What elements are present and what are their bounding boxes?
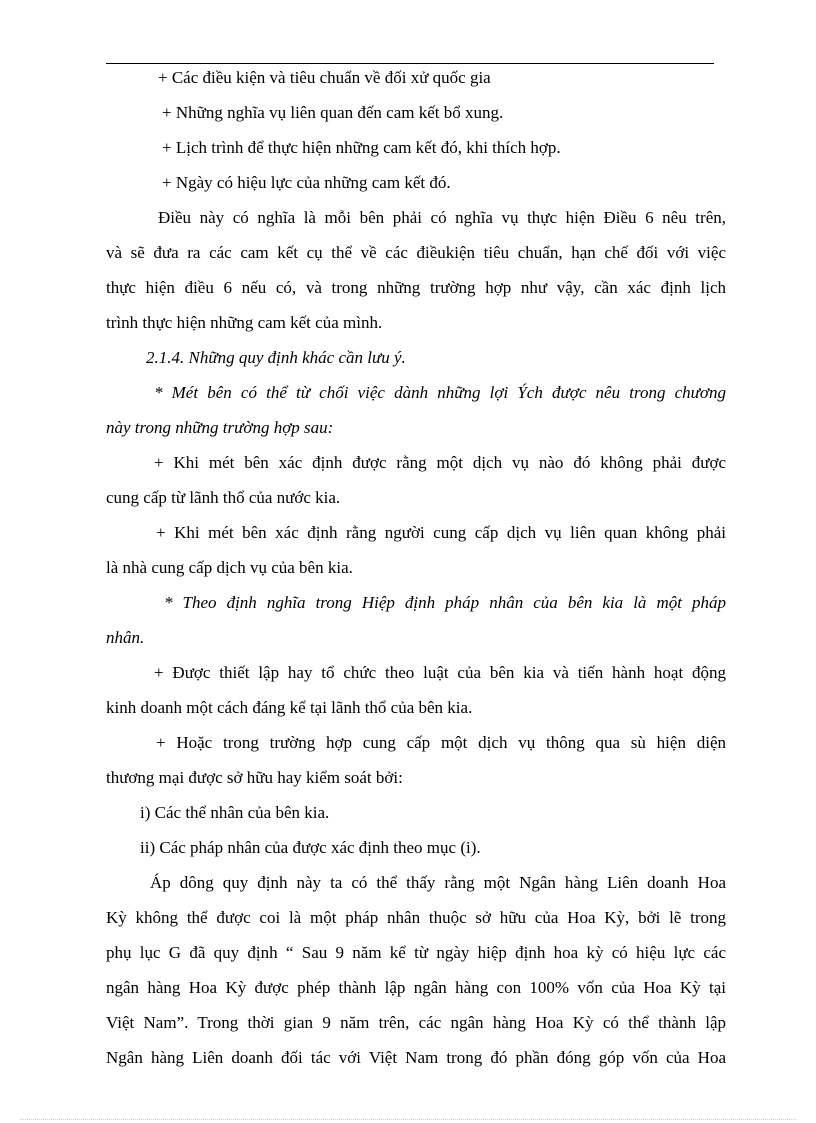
paragraph-line: là nhà cung cấp dịch vụ của bên kia. (106, 558, 353, 577)
footer-rule (20, 1119, 796, 1120)
paragraph-line: và sẽ đưa ra các cam kết cụ thể về các điềukiện tiêu chuẩn, hạn chế đối với việc (106, 243, 726, 262)
paragraph-line: nhân. (106, 628, 145, 647)
list-item-schedule: + Lịch trình để thực hiện những cam kết đó, khi thích hợp. (162, 138, 561, 157)
paragraph-line: + Được thiết lập hay tổ chức theo luật của bên kia và tiến hành hoạt động (154, 663, 726, 682)
paragraph-line: + Hoặc trong trường hợp cung cấp một dịch vụ thông qua sù hiện diện (156, 733, 726, 752)
section-heading: 2.1.4. Những quy định khác cần lưu ý. (146, 348, 406, 367)
paragraph-line: cung cấp từ lãnh thổ của nước kia. (106, 488, 341, 507)
list-item-natural-persons: i) Các thể nhân của bên kia. (140, 803, 330, 822)
list-item-national-treatment: + Các điều kiện và tiêu chuẩn về đối xử quốc gia (158, 68, 491, 87)
paragraph-line: Điều này có nghĩa là mỗi bên phải có nghĩa vụ thực hiện Điều 6 nêu trên, (158, 208, 726, 227)
paragraph-line: Áp dông quy định này ta có thể thấy rằng một Ngân hàng Liên doanh Hoa (150, 873, 726, 892)
paragraph-line: * Mét bên có thể từ chối việc dành những lợi Ých được nêu trong chương (154, 383, 726, 402)
paragraph-line: Ngân hàng Liên doanh đối tác với Việt Nam trong đó phần đóng góp vốn của Hoa (106, 1048, 726, 1067)
paragraph-line: Kỳ không thể được coi là một pháp nhân thuộc sở hữu của Hoa Kỳ, bởi lẽ trong (106, 908, 726, 927)
paragraph-line: thực hiện điều 6 nếu có, và trong những trường hợp như vậy, cần xác định lịch (106, 278, 726, 297)
list-item-juridical-persons: ii) Các pháp nhân của được xác định theo mục (i). (140, 838, 481, 857)
paragraph-line: trình thực hiện những cam kết của mình. (106, 313, 383, 332)
paragraph-line: kinh doanh một cách đáng kể tại lãnh thổ của bên kia. (106, 698, 473, 717)
paragraph-line: này trong những trường hợp sau: (106, 418, 334, 437)
paragraph-line: Việt Nam”. Trong thời gian 9 năm trên, các ngân hàng Hoa Kỳ có thể thành lập (106, 1013, 726, 1032)
list-item-obligations: + Những nghĩa vụ liên quan đến cam kết bổ xung. (162, 103, 504, 122)
list-item-effective-date: + Ngày có hiệu lực của những cam kết đó. (162, 173, 451, 192)
paragraph-line: thương mại được sở hữu hay kiểm soát bởi: (106, 768, 403, 787)
document-body (106, 60, 726, 1075)
paragraph-line: * Theo định nghĩa trong Hiệp định pháp nhân của bên kia là một pháp (164, 593, 726, 612)
paragraph-line: + Khi mét bên xác định được rằng một dịch vụ nào đó không phải được (154, 453, 726, 472)
paragraph-line: ngân hàng Hoa Kỳ được phép thành lập ngân hàng con 100% vốn của Hoa Kỳ tại (106, 978, 726, 997)
paragraph-line: + Khi mét bên xác định rằng người cung cấp dịch vụ liên quan không phải (156, 523, 726, 542)
paragraph-line: phụ lục G đã quy định “ Sau 9 năm kể từ ngày hiệp định hoa kỳ có hiệu lực các (106, 943, 726, 962)
